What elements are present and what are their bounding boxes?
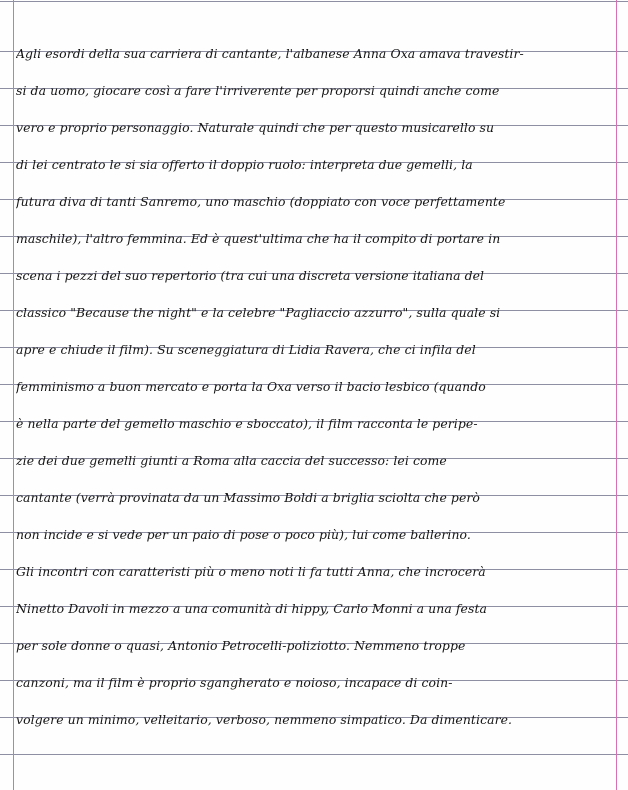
text-line: canzoni, ma il film è proprio sgangherato e noioso, incapace di coin-: [16, 675, 453, 690]
text-line: futura diva di tanti Sanremo, uno maschio (doppiato con voce perfettamente: [16, 194, 506, 209]
text-line: di lei centrato le si sia offerto il doppio ruolo: interpreta due gemelli, la: [16, 157, 473, 172]
text-line: Agli esordi della sua carriera di cantante, l'albanese Anna Oxa amava travestir-: [16, 46, 524, 61]
text-line: maschile), l'altro femmina. Ed è quest'ultima che ha il compito di portare in: [16, 231, 501, 246]
text-line: si da uomo, giocare così a fare l'irriverente per proporsi quindi anche come: [16, 83, 500, 98]
left-margin-line: [13, 0, 14, 790]
text-line: non incide e si vede per un paio di pose o poco più), lui come ballerino.: [16, 527, 471, 542]
text-line: scena i pezzi del suo repertorio (tra cui una discreta versione italiana del: [16, 268, 485, 283]
text-line: Ninetto Davoli in mezzo a una comunità di hippy, Carlo Monni a una festa: [16, 601, 488, 616]
text-line: per sole donne o quasi, Antonio Petrocelli-poliziotto. Nemmeno troppe: [16, 638, 466, 653]
text-line: Gli incontri con caratteristi più o meno noti li fa tutti Anna, che incrocerà: [16, 564, 486, 579]
text-line: classico "Because the night" e la celebre "Pagliaccio azzurro", sulla quale si: [16, 305, 501, 320]
text-line: femminismo a buon mercato e porta la Oxa verso il bacio lesbico (quando: [16, 379, 486, 394]
text-line: zie dei due gemelli giunti a Roma alla caccia del successo: lei come: [16, 453, 447, 468]
text-line: apre e chiude il film). Su sceneggiatura di Lidia Ravera, che ci infila del: [16, 342, 476, 357]
text-line: cantante (verrà provinata da un Massimo Boldi a briglia sciolta che però: [16, 490, 480, 505]
right-margin-line: [616, 0, 617, 790]
handwritten-text: [16, 35, 612, 738]
text-line: vero e proprio personaggio. Naturale quindi che per questo musicarello su: [16, 120, 495, 135]
text-line: è nella parte del gemello maschio e sboccato), il film racconta le peripe-: [16, 416, 478, 431]
text-line: volgere un minimo, velleitario, verboso, nemmeno simpatico. Da dimenticare.: [16, 712, 513, 727]
